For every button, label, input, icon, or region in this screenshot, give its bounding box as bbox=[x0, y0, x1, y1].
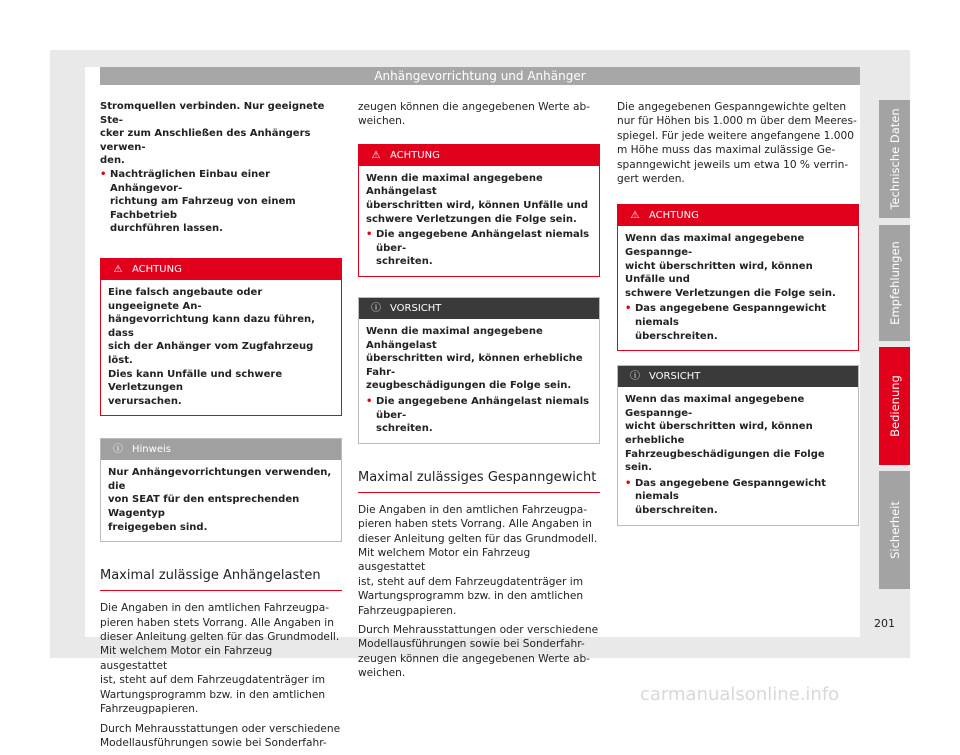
bullet-icon: • bbox=[100, 168, 107, 180]
achtung-label: ACHTUNG bbox=[132, 263, 182, 275]
section-title-gespanngewicht: Maximal zulässiges Gespanngewicht bbox=[358, 470, 600, 493]
vorsicht-label: VORSICHT bbox=[649, 371, 701, 383]
achtung-bullet bbox=[366, 228, 592, 269]
side-tab-empfehlungen[interactable] bbox=[879, 225, 910, 341]
vorsicht-text: Wenn die maximal angegebene Anhängelast überschritten wird, können erhebliche Fahr- zeugbeschädigungen die Folge sein. bbox=[366, 325, 583, 392]
intro-bullet-text: Nachträglichen Einbau einer Anhängevor- richtung am Fahrzeug von einem Fachbetrieb durchführen lassen. bbox=[110, 168, 296, 235]
vorsicht-body bbox=[618, 387, 858, 524]
side-tab-label: Technische Daten bbox=[887, 108, 902, 210]
achtung-box bbox=[100, 258, 342, 416]
bullet-icon: • bbox=[366, 229, 373, 241]
side-tab-label: Empfehlungen bbox=[887, 241, 902, 325]
bullet-icon: • bbox=[625, 303, 632, 315]
column-2 bbox=[358, 100, 600, 686]
intro-bold-text: Stromquellen verbinden. Nur geeignete Ste- cker zum Anschließen des Anhängers verwen- den. bbox=[100, 101, 325, 167]
vorsicht-text: Wenn das maximal angegebene Gespannge- wicht überschritten wird, können erhebliche Fahrzeugbeschädigungen die Folge sein. bbox=[625, 394, 825, 474]
vorsicht-header bbox=[618, 366, 858, 387]
body-paragraph: Die Angaben in den amtlichen Fahrzeugpa- pieren haben stets Vorrang. Alle Angaben in dieser Anleitung gelten für das Grundmodell. Mit welchem Motor ein Fahrzeug ausgestattet ist, steht auf dem Fahrzeugdatenträger im Wartungsprogramm bzw. in den amtlichen Fahrzeugpapieren. bbox=[358, 503, 598, 617]
vorsicht-bullet bbox=[625, 477, 851, 518]
body-paragraph: Durch Mehrausstattungen oder verschiedene Modellausführungen sowie bei Sonderfahr- zeugen können die angegebenen Werte ab- weichen. bbox=[358, 623, 599, 680]
achtung-text: Eine falsch angebaute oder ungeeignete An- hängevorrichtung kann dazu führen, dass sich der Anhänger vom Zugfahrzeug löst. Dies kann Unfälle und schwere Verletzungen verursachen. bbox=[108, 286, 315, 407]
info-square-icon: ⓘ bbox=[113, 444, 123, 456]
vorsicht-body bbox=[359, 319, 599, 443]
vorsicht-box bbox=[358, 297, 600, 444]
achtung-box bbox=[358, 144, 600, 277]
hinweis-label: Hinweis bbox=[132, 444, 171, 456]
column-1 bbox=[100, 100, 342, 755]
achtung-label: ACHTUNG bbox=[649, 210, 699, 222]
side-tab-label: Bedienung bbox=[887, 375, 902, 437]
info-circle-icon: ⓘ bbox=[371, 302, 381, 314]
achtung-bullet-text: Die angegebene Anhängelast niemals über- schreiten. bbox=[376, 229, 590, 268]
body-paragraph: Die Angaben in den amtlichen Fahrzeugpa- pieren haben stets Vorrang. Alle Angaben in dieser Anleitung gelten für das Grundmodell. Mit welchem Motor ein Fahrzeug ausgestattet ist, steht auf dem Fahrzeugdatenträger im Wartungsprogramm bzw. in den amtlichen Fahrzeugpapieren. bbox=[100, 602, 340, 716]
achtung-bullet bbox=[625, 302, 851, 343]
hinweis-box bbox=[100, 438, 342, 542]
vorsicht-bullet-text: Das angegebene Gespanngewicht niemals überschreiten. bbox=[635, 477, 827, 516]
column-3 bbox=[617, 100, 859, 526]
achtung-box bbox=[617, 204, 859, 351]
bullet-icon: • bbox=[625, 477, 632, 489]
vorsicht-bullet-text: Die angegebene Anhängelast niemals über- schreiten. bbox=[376, 395, 590, 435]
side-tab-sicherheit[interactable] bbox=[879, 471, 910, 589]
page-number: 201 bbox=[874, 617, 895, 630]
continued-text: zeugen können die angegebenen Werte ab- weichen. bbox=[358, 101, 590, 128]
achtung-text: Wenn das maximal angegebene Gespannge- wicht überschritten wird, können Unfälle und schwere Verletzungen die Folge sein. bbox=[625, 233, 836, 299]
bullet-icon: • bbox=[366, 395, 373, 407]
warning-triangle-icon: ⚠ bbox=[630, 210, 640, 222]
achtung-bullet-text: Das angegebene Gespanngewicht niemals überschreiten. bbox=[635, 303, 827, 342]
warning-triangle-icon: ⚠ bbox=[113, 263, 123, 275]
body-paragraph: Die angegebenen Gespanngewichte gelten nur für Höhen bis 1.000 m über dem Meeres- spiegel. Für jede weitere angefangene 1.000 m Höhe muss das maximal zulässige Ge- spanngewicht jeweils um etwa 10 % verrin- gert werden. bbox=[617, 101, 857, 186]
vorsicht-bullet bbox=[366, 395, 592, 436]
side-tab-label: Sicherheit bbox=[887, 501, 902, 559]
achtung-header bbox=[618, 205, 858, 226]
vorsicht-label: VORSICHT bbox=[390, 302, 442, 314]
vorsicht-header bbox=[359, 298, 599, 319]
info-circle-icon: ⓘ bbox=[630, 371, 640, 383]
side-tab-technische-daten[interactable] bbox=[879, 100, 910, 218]
body-paragraph: Durch Mehrausstattungen oder verschiedene Modellausführungen sowie bei Sonderfahr- bbox=[100, 722, 341, 749]
section-title-anhaengelasten: Maximal zulässige Anhängelasten bbox=[100, 568, 342, 591]
watermark: carmanualsonline.info bbox=[640, 684, 840, 705]
hinweis-header bbox=[101, 439, 341, 460]
intro-bullet bbox=[100, 168, 342, 236]
page-header: Anhängevorrichtung und Anhänger bbox=[100, 67, 860, 85]
warning-triangle-icon: ⚠ bbox=[371, 149, 381, 161]
hinweis-text: Nur Anhängevorrichtungen verwenden, die von SEAT für den entsprechenden Wagentyp freigegeben sind. bbox=[108, 467, 332, 533]
achtung-text: Wenn die maximal angegebene Anhängelast überschritten wird, können Unfälle und schwere Verletzungen die Folge sein. bbox=[366, 172, 589, 225]
achtung-header bbox=[359, 145, 599, 166]
side-tab-bedienung[interactable] bbox=[879, 347, 910, 465]
vorsicht-box bbox=[617, 365, 859, 525]
achtung-body bbox=[618, 226, 858, 350]
achtung-body bbox=[359, 166, 599, 276]
achtung-label: ACHTUNG bbox=[390, 149, 440, 161]
achtung-header bbox=[101, 259, 341, 280]
